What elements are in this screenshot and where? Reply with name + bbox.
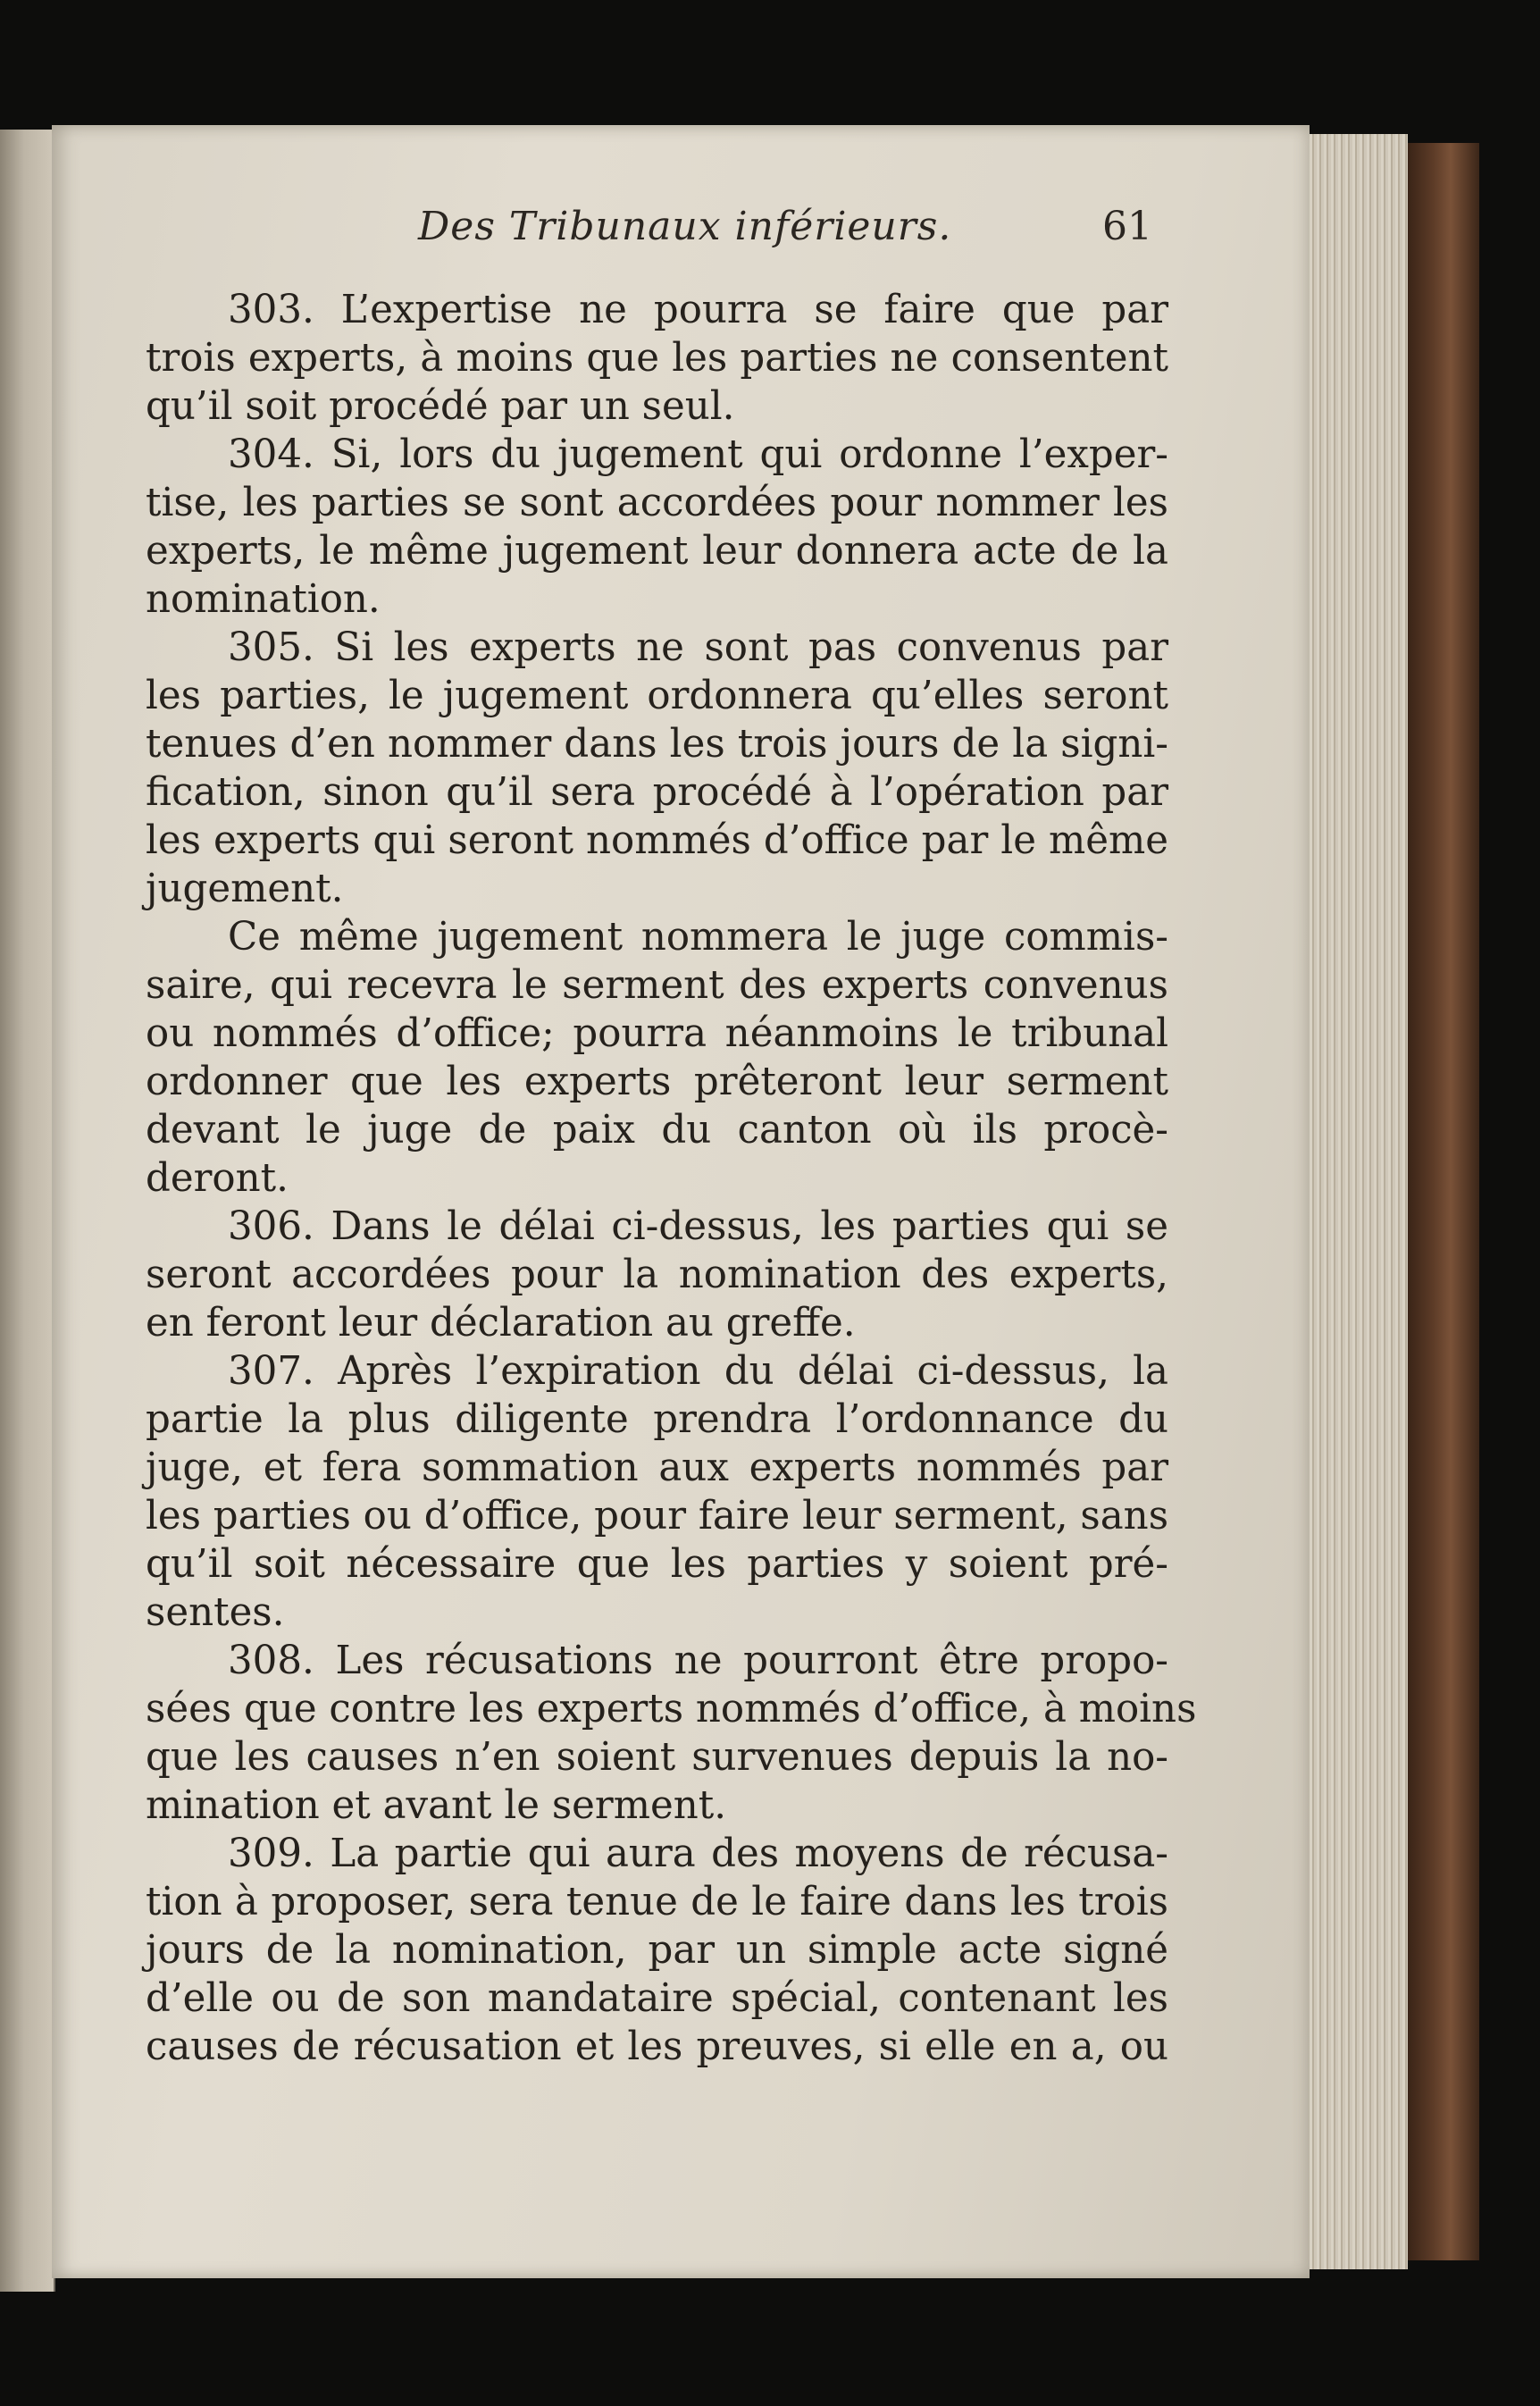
text-line: Ce même jugement nommera le juge commis- bbox=[228, 915, 1168, 960]
text-line: que les causes n’en soient survenues depuis la no- bbox=[146, 1735, 1168, 1780]
text-line: 304. Si, lors du jugement qui ordonne l’exper- bbox=[228, 432, 1168, 477]
text-line: les parties, le jugement ordonnera qu’elles seront bbox=[146, 674, 1168, 718]
page-header bbox=[357, 204, 1161, 266]
text-line: juge, et fera sommation aux experts nommés par bbox=[146, 1446, 1168, 1490]
text-line: fication, sinon qu’il sera procédé à l’opération par bbox=[146, 770, 1168, 815]
text-line: jours de la nomination, par un simple acte signé bbox=[146, 1928, 1168, 1973]
facing-page-edge bbox=[0, 130, 55, 2292]
text-line: ou nommés d’office; pourra néanmoins le tribunal bbox=[146, 1011, 1168, 1056]
text-line: tion à proposer, sera tenue de le faire dans les trois bbox=[146, 1880, 1168, 1924]
text-line: les experts qui seront nommés d’office par le même bbox=[146, 818, 1168, 863]
text-line: experts, le même jugement leur donnera acte de la bbox=[146, 529, 1168, 574]
text-line: 308. Les récusations ne pourront être propo- bbox=[228, 1639, 1168, 1683]
text-line: d’elle ou de son mandataire spécial, contenant les bbox=[146, 1976, 1168, 2021]
text-line: sentes. bbox=[146, 1590, 285, 1635]
text-line: trois experts, à moins que les parties ne consentent bbox=[146, 336, 1168, 381]
text-line: qu’il soit procédé par un seul. bbox=[146, 384, 735, 429]
text-line: tenues d’en nommer dans les trois jours de la signi- bbox=[146, 722, 1168, 767]
page-fore-edge bbox=[1310, 134, 1408, 2269]
text-line: 306. Dans le délai ci-dessus, les parties qui se bbox=[228, 1204, 1168, 1249]
text-line: 303. L’expertise ne pourra se faire que par bbox=[228, 288, 1168, 332]
text-line: saire, qui recevra le serment des experts convenus bbox=[146, 963, 1168, 1008]
text-line: partie la plus diligente prendra l’ordonnance du bbox=[146, 1397, 1168, 1442]
leather-binding bbox=[1408, 143, 1479, 2260]
text-line: les parties ou d’office, pour faire leur serment, sans bbox=[146, 1494, 1169, 1538]
text-line: ordonner que les experts prêteront leur serment bbox=[146, 1060, 1168, 1104]
text-line: seront accordées pour la nomination des experts, bbox=[146, 1253, 1168, 1297]
text-line: sées que contre les experts nommés d’office, à moins bbox=[146, 1687, 1197, 1731]
text-line: jugement. bbox=[146, 867, 344, 911]
text-line: 307. Après l’expiration du délai ci-dessus, la bbox=[228, 1349, 1168, 1394]
text-line: nomination. bbox=[146, 577, 381, 622]
running-head: Des Tribunaux inférieurs. bbox=[418, 204, 952, 249]
page-number: 61 bbox=[1102, 204, 1152, 249]
text-line: qu’il soit nécessaire que les parties y soient pré- bbox=[146, 1542, 1168, 1587]
body-text bbox=[146, 286, 1197, 2073]
text-line: tise, les parties se sont accordées pour nommer les bbox=[146, 481, 1168, 525]
text-line: 305. Si les experts ne sont pas convenus par bbox=[228, 625, 1168, 670]
text-line: en feront leur déclaration au greffe. bbox=[146, 1301, 856, 1346]
text-line: 309. La partie qui aura des moyens de récusa- bbox=[228, 1832, 1168, 1876]
text-line: causes de récusation et les preuves, si elle en a, ou bbox=[146, 2025, 1168, 2069]
text-line: deront. bbox=[146, 1156, 289, 1201]
text-line: mination et avant le serment. bbox=[146, 1783, 727, 1828]
text-line: devant le juge de paix du canton où ils procè- bbox=[146, 1108, 1168, 1153]
